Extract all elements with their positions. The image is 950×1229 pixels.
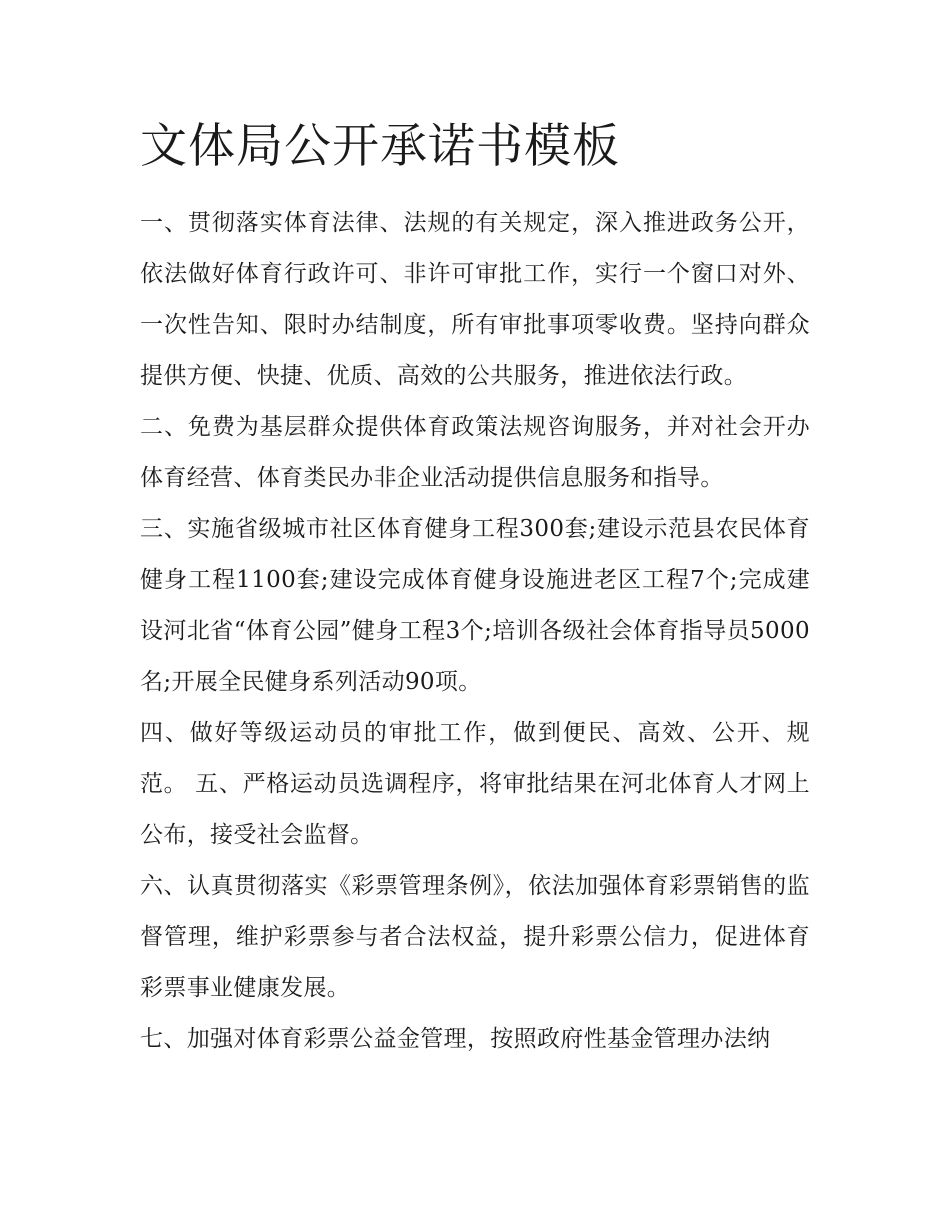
paragraph-2: 二、免费为基层群众提供体育政策法规咨询服务，并对社会开办体育经营、体育类民办非企业活动提供信息服务和指导。 <box>140 414 810 491</box>
document-title: 文体局公开承诺书模板 <box>140 119 620 174</box>
paragraph-4: 四、做好等级运动员的审批工作，做到便民、高效、公开、规范。 五、严格运动员选调程序，将审批结果在河北体育人才网上公布，接受社会监督。 <box>140 720 810 848</box>
paragraph-5: 六、认真贯彻落实《彩票管理条例》，依法加强体育彩票销售的监督管理，维护彩票参与者合法权益，提升彩票公信力，促进体育彩票事业健康发展。 <box>140 873 810 1001</box>
paragraph-3: 三、实施省级城市社区体育健身工程300套;建设示范县农民体育健身工程1100套;建设完成体育健身设施进老区工程7个;完成建设河北省“体育公园”健身工程3个;培训各级社会体育指导员5000名;开展全民健身系列活动90项。 <box>140 516 810 695</box>
paragraph-6: 七、加强对体育彩票公益金管理，按照政府性基金管理办法纳 <box>140 1026 771 1052</box>
document-body <box>140 198 810 1065</box>
paragraph-1: 一、贯彻落实体育法律、法规的有关规定，深入推进政务公开，依法做好体育行政许可、非许可审批工作，实行一个窗口对外、一次性告知、限时办结制度，所有审批事项零收费。坚持向群众提供方便、快捷、优质、高效的公共服务，推进依法行政。 <box>140 210 810 389</box>
